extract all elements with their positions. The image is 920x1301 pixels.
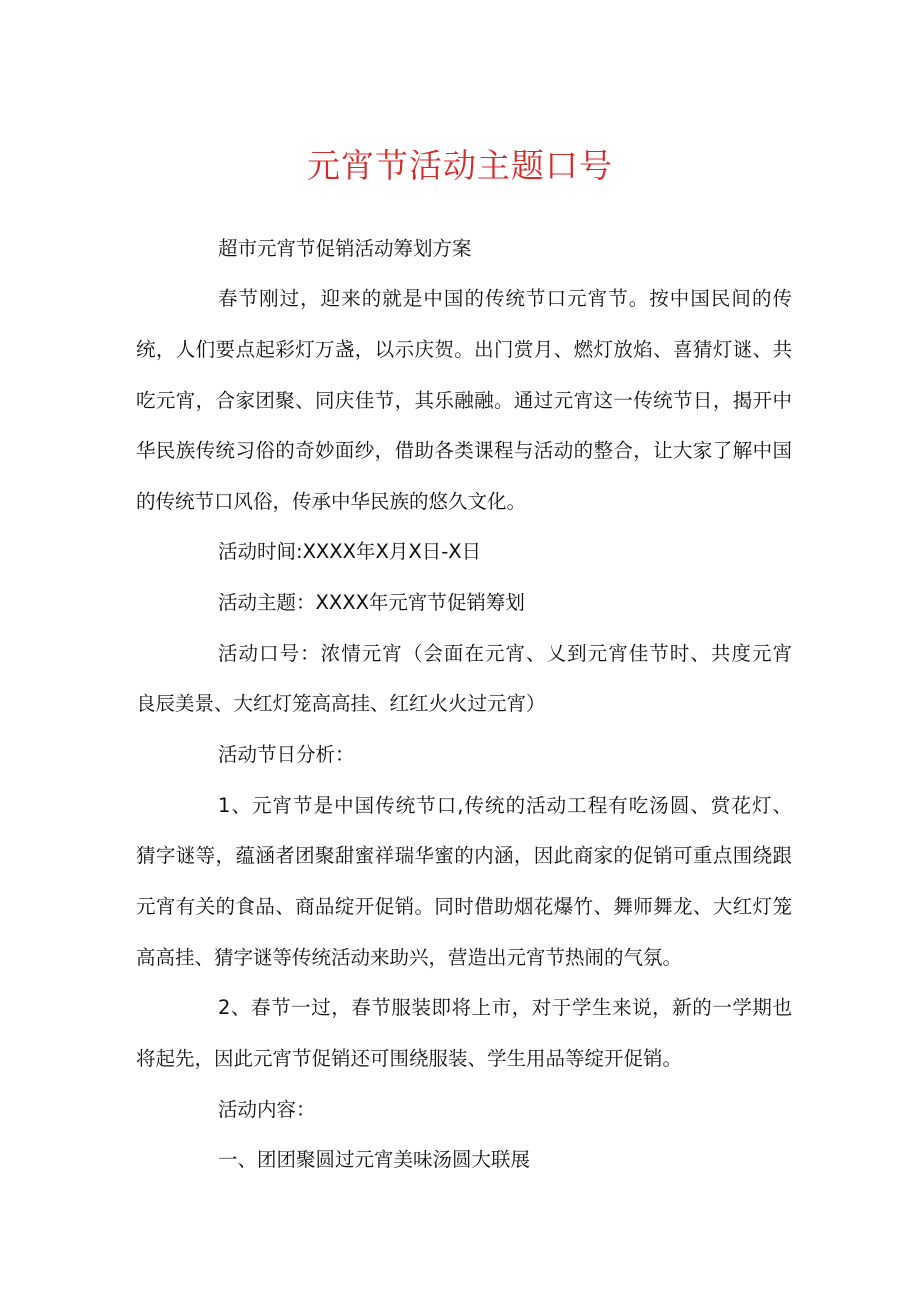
activity-time-line: 活动时间:XXXX年X月X日-X日 (218, 540, 482, 563)
paragraph-line: 高高挂、猜字谜等传统活动来助兴，营造出元宵节热闹的气氛。 (136, 946, 683, 969)
subtitle-line: 超市元宵节促销活动筹划方案 (218, 237, 472, 260)
paragraph-line: 的传统节口风俗，传承中华民族的悠久文化。 (136, 490, 527, 513)
paragraph-line: 元宵有关的食品、商品绽开促销。同时借助烟花爆竹、舞师舞龙、大红灯笼 (136, 895, 792, 918)
paragraph-line: 将起先，因此元宵节促销还可围绕服装、学生用品等绽开促销。 (136, 1047, 683, 1070)
paragraph-line: 猜字谜等，蕴涵者团聚甜蜜祥瑞华蜜的内涵，因此商家的促销可重点围绕跟 (136, 844, 792, 867)
list-item: 一、团团聚圆过元宵美味汤圆大联展 (218, 1148, 531, 1171)
activity-slogan-line: 良辰美景、大红灯笼高高挂、红红火火过元宵） (136, 692, 546, 715)
paragraph-line: 华民族传统习俗的奇妙面纱，借助各类课程与活动的整合，让大家了解中国 (136, 439, 792, 462)
paragraph-line: 2、春节一过，春节服装即将上市，对于学生来说，新的一学期也 (218, 996, 792, 1019)
page-title: 元宵节活动主题口号 (307, 146, 613, 185)
section-heading: 活动节日分析： (218, 743, 355, 766)
section-heading: 活动内容： (218, 1098, 316, 1121)
paragraph-line: 吃元宵，合家团聚、同庆佳节，其乐融融。通过元宵这一传统节日，揭开中 (136, 389, 792, 412)
paragraph-line: 1、元宵节是中国传统节口,传统的活动工程有吃汤圆、赏花灯、 (218, 794, 792, 817)
paragraph-line: 春节刚过，迎来的就是中国的传统节口元宵节。按中国民间的传 (218, 287, 792, 310)
paragraph-line: 统，人们要点起彩灯万盏，以示庆贺。出门赏月、燃灯放焰、喜猜灯谜、共 (136, 338, 792, 361)
activity-slogan-line: 活动口号：浓情元宵（会面在元宵、乂到元宵佳节时、共度元宵 (218, 642, 792, 665)
activity-theme-line: 活动主题：XXXX年元宵节促销筹划 (218, 591, 525, 614)
